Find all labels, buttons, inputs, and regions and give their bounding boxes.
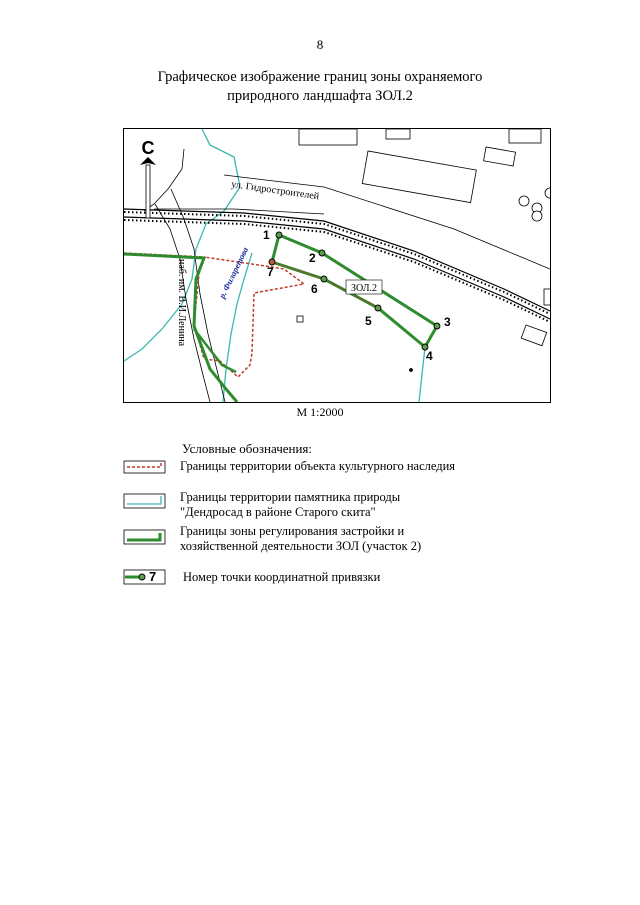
building: [386, 129, 410, 139]
building: [544, 289, 550, 305]
point-5-marker: [375, 305, 381, 311]
buildings: [297, 129, 550, 372]
tank: [532, 211, 542, 221]
point-1-marker: [276, 232, 282, 238]
north-arrow-head-right: [148, 157, 156, 165]
point-2-marker: [319, 250, 325, 256]
title-line-2: природного ландшафта ЗОЛ.2: [227, 88, 413, 104]
building: [299, 129, 357, 145]
page-number: 8: [316, 37, 324, 52]
cyan-line-icon: [123, 490, 167, 510]
embankment-label: наб. им. В.И.Ленина: [176, 259, 187, 347]
legend-point-number: 7: [149, 569, 157, 584]
north-arrow-head-left: [140, 157, 148, 165]
legend-text-nature-monument: [180, 490, 540, 520]
tank: [545, 188, 550, 198]
legend-text-zone: [180, 524, 540, 554]
nature-boundary-segment: [419, 347, 425, 402]
legend-line: "Дендросад в районе Старого скита": [180, 505, 376, 519]
point-6-marker: [321, 276, 327, 282]
north-arrow-shaft: [146, 165, 150, 218]
point-7-label: 7: [267, 265, 274, 279]
page-title: [100, 68, 540, 106]
green-line-icon: [123, 524, 167, 548]
building: [484, 147, 516, 166]
legend-title: Условные обозначения:: [182, 441, 313, 456]
map-scale: М 1:2000: [296, 405, 344, 419]
legend-text-point: [183, 570, 543, 585]
map-frame: [123, 128, 551, 403]
north-arrow: [140, 138, 156, 218]
north-label: С: [141, 138, 155, 158]
point-3-label: 3: [444, 315, 451, 329]
river-label: р. Филаретова: [216, 245, 251, 300]
point-2-label: 2: [309, 251, 316, 265]
red-dashed-line-icon: [123, 459, 167, 475]
tank: [519, 196, 529, 206]
building: [297, 316, 303, 322]
point-5-label: 5: [365, 314, 372, 328]
legend-item-point: [123, 568, 543, 608]
legend-line: Границы территории объекта культурного наследия: [180, 459, 456, 473]
marker-dot: [410, 369, 413, 372]
street-label: ул. Гидростроителей: [230, 179, 320, 203]
legend-item-zone: [123, 524, 543, 564]
zone-map: [124, 129, 550, 402]
point-3-marker: [434, 323, 440, 329]
title-line-1: Графическое изображение границ зоны охраняемого: [157, 69, 483, 85]
zone-label: ЗОЛ.2: [350, 283, 378, 294]
building: [362, 151, 476, 203]
point-4-label: 4: [426, 349, 433, 363]
legend-line: хозяйственной деятельности ЗОЛ (участок 2): [180, 539, 422, 553]
point-1-label: 1: [263, 228, 270, 242]
legend-text-heritage: [180, 459, 540, 474]
legend-line: Номер точки координатной привязки: [183, 570, 381, 584]
point-marker-icon: [123, 568, 167, 586]
legend-line: Границы территории памятника природы: [180, 490, 401, 504]
legend-line: Границы зоны регулирования застройки и: [180, 524, 405, 538]
building: [521, 325, 546, 346]
building: [509, 129, 541, 143]
point-6-label: 6: [311, 282, 318, 296]
